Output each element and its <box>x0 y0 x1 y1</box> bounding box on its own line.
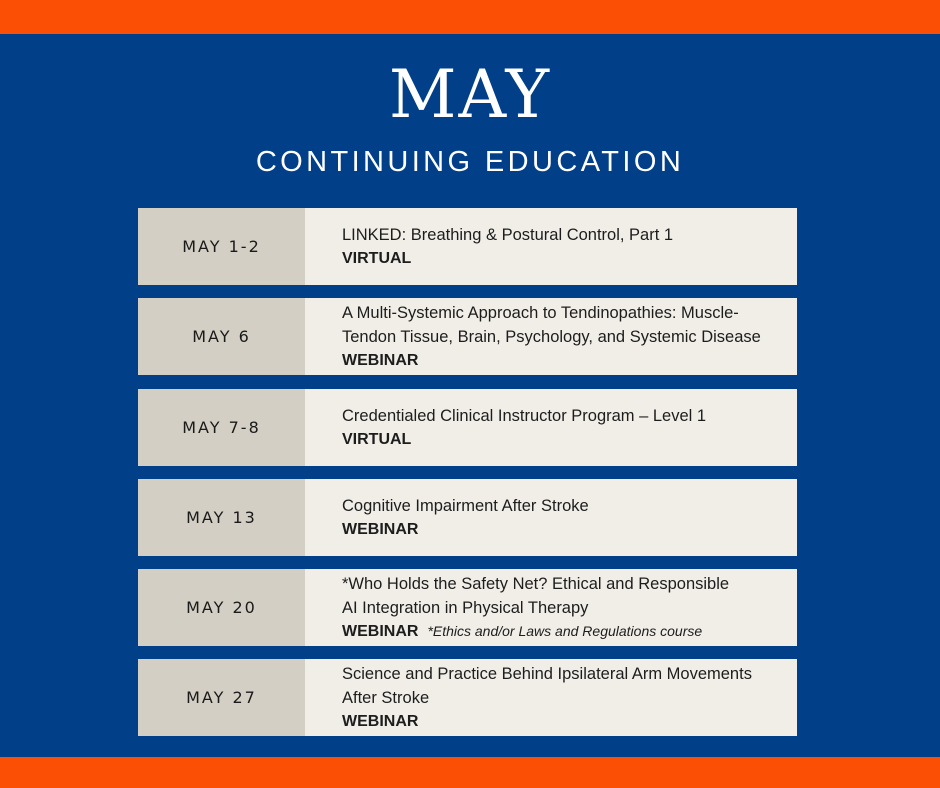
course-title: *Who Holds the Safety Net? Ethical and Responsible <box>342 574 730 593</box>
course-format: WEBINAR <box>342 622 419 640</box>
event-date: MAY 20 <box>138 569 305 646</box>
format-line <box>342 518 789 542</box>
event-info <box>305 659 797 736</box>
event-date: MAY 13 <box>138 479 305 556</box>
event-row <box>138 298 797 375</box>
month-title: MAY <box>388 56 552 133</box>
format-line <box>342 428 789 452</box>
course-format: WEBINAR <box>342 351 419 369</box>
event-date: MAY 7-8 <box>138 389 305 466</box>
event-info <box>305 479 797 556</box>
bottom-accent-bar <box>0 757 940 788</box>
event-row <box>138 659 797 736</box>
course-title: After Stroke <box>342 688 430 707</box>
course-title: Science and Practice Behind Ipsilateral Arm Movements <box>342 664 752 683</box>
course-format: WEBINAR <box>342 712 419 730</box>
course-format: WEBINAR <box>342 520 419 538</box>
format-line <box>342 620 789 644</box>
course-format: VIRTUAL <box>342 249 412 267</box>
event-row <box>138 479 797 556</box>
course-format: VIRTUAL <box>342 430 412 448</box>
ethics-note: *Ethics and/or Laws and Regulations course <box>427 622 703 639</box>
event-info <box>305 298 797 375</box>
event-date: MAY 6 <box>138 298 305 375</box>
event-date: MAY 1-2 <box>138 208 305 285</box>
event-info <box>305 389 797 466</box>
page-subtitle: CONTINUING EDUCATION <box>255 146 685 178</box>
course-title: Credentialed Clinical Instructor Program – Level 1 <box>342 406 707 425</box>
course-title: Cognitive Impairment After Stroke <box>342 496 589 515</box>
event-row <box>138 389 797 466</box>
course-title: A Multi-Systemic Approach to Tendinopathies: Muscle- <box>342 303 739 322</box>
course-title: AI Integration in Physical Therapy <box>342 598 589 617</box>
format-line <box>342 710 789 734</box>
course-title: Tendon Tissue, Brain, Psychology, and Systemic Disease <box>342 327 761 346</box>
event-info <box>305 208 797 285</box>
event-date: MAY 27 <box>138 659 305 736</box>
event-info <box>305 569 797 646</box>
format-line <box>342 349 789 373</box>
top-accent-bar <box>0 0 940 34</box>
event-row <box>138 208 797 285</box>
event-row <box>138 569 797 646</box>
course-title: LINKED: Breathing & Postural Control, Part 1 <box>342 225 674 244</box>
format-line <box>342 247 789 271</box>
